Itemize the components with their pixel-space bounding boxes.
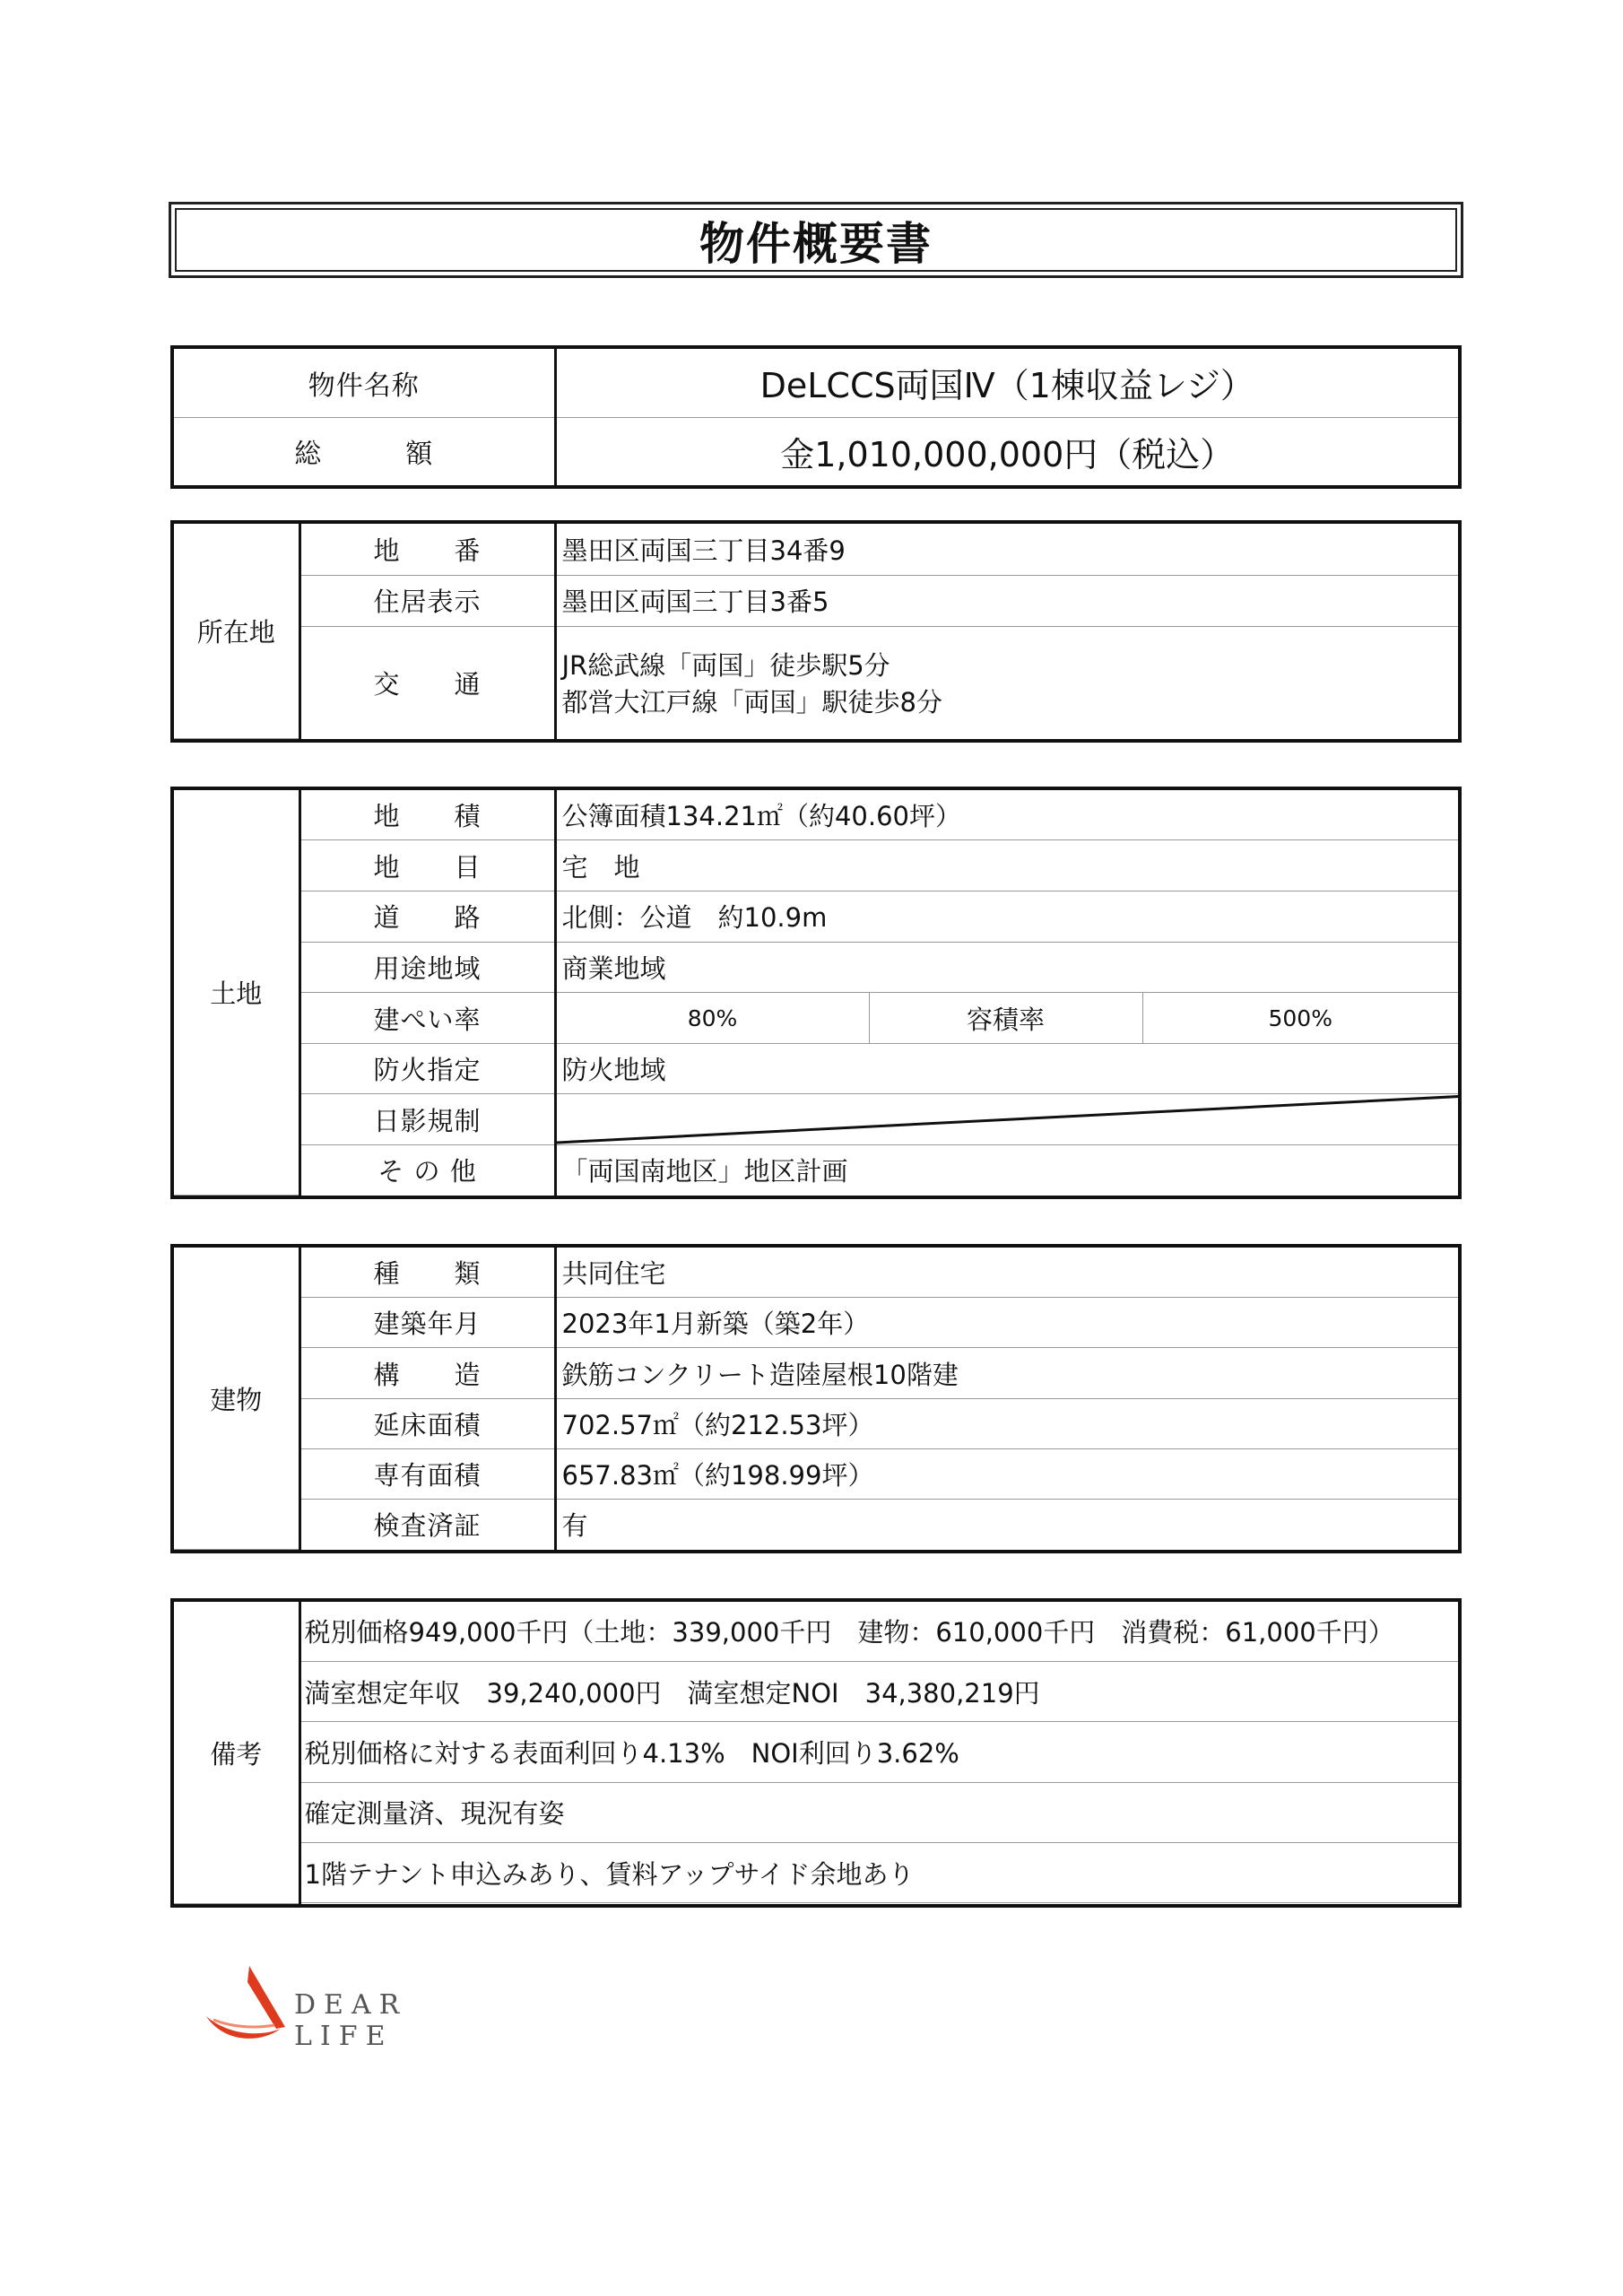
land-area-value: 公簿面積134.21㎡（約40.60坪） (555, 790, 1458, 840)
address-label: 住居表示 (299, 575, 555, 626)
location-category: 所在地 (174, 524, 299, 739)
shadow-regulation-value (555, 1094, 1458, 1145)
land-kind-label: 地 目 (299, 840, 555, 891)
remarks-category: 備考 (174, 1602, 299, 1904)
fire-zone-label: 防火指定 (299, 1043, 555, 1094)
land-table (170, 787, 1462, 1199)
remarks-line: 確定測量済、現況有姿 (299, 1782, 1458, 1842)
transport-value (555, 626, 1458, 739)
other-label: そ の 他 (299, 1144, 555, 1195)
zoning-value: 商業地域 (555, 942, 1458, 993)
not-applicable-slash (557, 1094, 1459, 1144)
far-value: 500% (1142, 993, 1458, 1044)
location-table (170, 520, 1462, 743)
built-date-label: 建築年月 (299, 1298, 555, 1348)
land-category: 土地 (174, 790, 299, 1196)
logo-mark-icon (204, 1964, 290, 2045)
building-table (170, 1244, 1462, 1553)
land-kind-value: 宅 地 (555, 840, 1458, 891)
floor-area-value: 702.57㎡（約212.53坪） (555, 1398, 1458, 1448)
land-area-label: 地 積 (299, 790, 555, 840)
remarks-line: 税別価格949,000千円（土地：339,000千円 建物：610,000千円 消費税：61,000千円） (299, 1602, 1458, 1661)
building-category: 建物 (174, 1248, 299, 1550)
transport-label: 交 通 (299, 626, 555, 739)
other-value: 「両国南地区」地区計画 (555, 1144, 1458, 1195)
total-price-value: 金1,010,000,000円（税込） (555, 417, 1458, 485)
bcr-label: 建ぺい率 (299, 993, 555, 1044)
property-name-label: 物件名称 (174, 349, 555, 417)
bcr-value: 80% (555, 993, 869, 1044)
logo-text: DEAR LIFE (294, 1989, 408, 2052)
remarks-table (170, 1598, 1462, 1908)
lot-number-label: 地 番 (299, 524, 555, 575)
address-value: 墨田区両国三丁目3番5 (555, 575, 1458, 626)
remarks-line (299, 1903, 1458, 1904)
transport-line-1: JR総武線「両国」徒歩駅5分 (561, 650, 890, 681)
property-name-value: DeLCCS両国Ⅳ（1棟収益レジ） (555, 349, 1458, 417)
shadow-regulation-label: 日影規制 (299, 1094, 555, 1145)
exclusive-area-label: 専有面積 (299, 1449, 555, 1500)
building-type-label: 種 類 (299, 1248, 555, 1298)
dear-life-logo (204, 1964, 500, 2052)
transport-line-2: 都営大江戸線「両国」駅徒歩8分 (561, 687, 942, 718)
total-price-label: 総 額 (174, 417, 555, 485)
exclusive-area-value: 657.83㎡（約198.99坪） (555, 1449, 1458, 1500)
building-type-value: 共同住宅 (555, 1248, 1458, 1298)
lot-number-value: 墨田区両国三丁目34番9 (555, 524, 1458, 575)
remarks-line: 満室想定年収 39,240,000円 満室想定NOI 34,380,219円 (299, 1661, 1458, 1721)
road-label: 道 路 (299, 891, 555, 943)
built-date-value: 2023年1月新築（築2年） (555, 1298, 1458, 1348)
inspection-cert-label: 検査済証 (299, 1500, 555, 1550)
floor-area-label: 延床面積 (299, 1398, 555, 1448)
structure-value: 鉄筋コンクリート造陸屋根10階建 (555, 1348, 1458, 1398)
zoning-label: 用途地域 (299, 942, 555, 993)
inspection-cert-value: 有 (555, 1500, 1458, 1550)
summary-table (170, 345, 1462, 489)
remarks-line: 1階テナント申込みあり、賃料アップサイド余地あり (299, 1842, 1458, 1902)
remarks-line: 税別価格に対する表面利回り4.13% NOI利回り3.62% (299, 1722, 1458, 1782)
title-box (169, 202, 1463, 278)
far-label: 容積率 (869, 993, 1142, 1044)
fire-zone-value: 防火地域 (555, 1043, 1458, 1094)
page-title: 物件概要書 (175, 208, 1457, 272)
structure-label: 構 造 (299, 1348, 555, 1398)
road-value: 北側：公道 約10.9m (555, 891, 1458, 943)
